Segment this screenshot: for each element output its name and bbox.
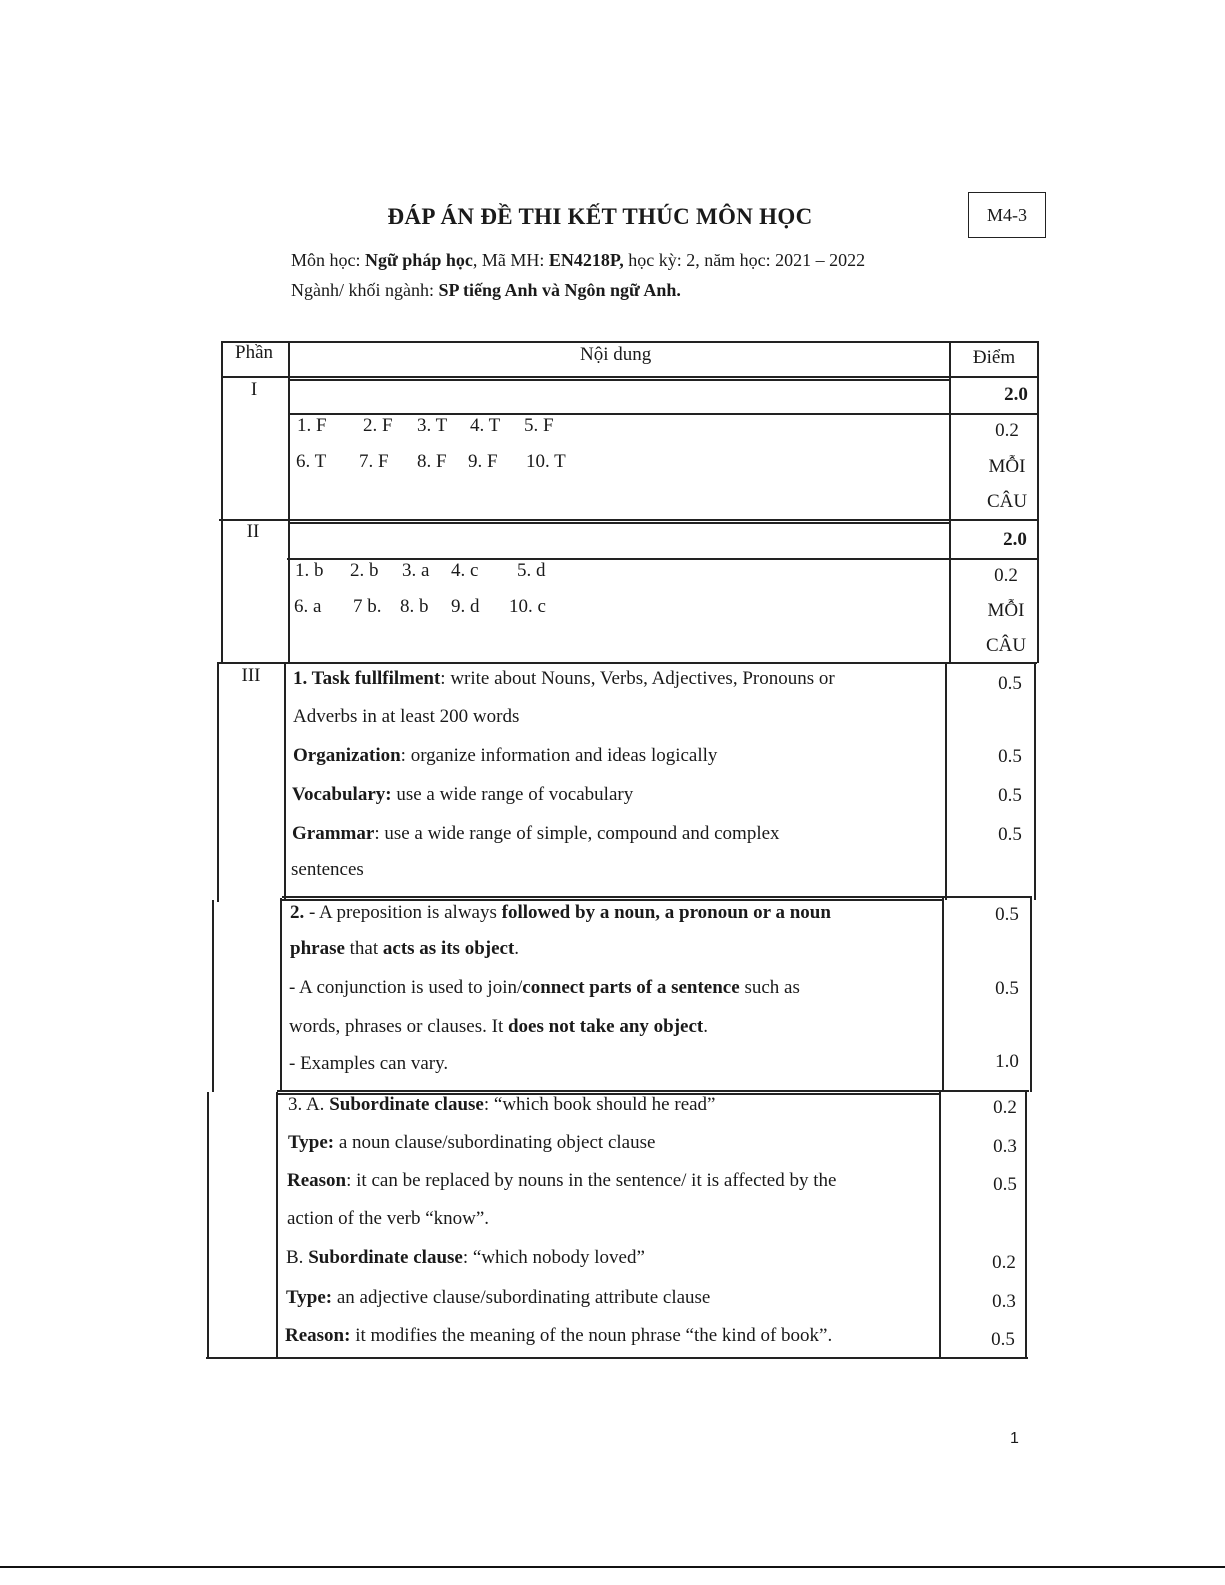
bold-span: acts as its object [382,938,515,959]
grammar-label: Grammar [292,823,375,844]
type-b-score: 0.3 [992,1291,1016,1312]
grammar-line-2: sentences [291,859,364,880]
course-code: EN4218P, [548,250,624,270]
task-label: 1. Task fullfilment [293,668,441,689]
clause-b-score: 0.2 [992,1252,1016,1273]
reason-b-line [285,1325,832,1347]
table-rule [217,662,1037,664]
answer-item: 9. F [468,451,498,472]
per-question-label: MỖI [988,456,1026,477]
grammar-text: : use a wide range of simple, compound and complex [374,823,780,844]
clause-b-line [286,1247,645,1269]
text-span: : “which nobody loved” [462,1247,645,1268]
text-span: it modifies the meaning of the noun phrase “the kind of book”. [350,1325,833,1346]
bold-span: Subordinate clause [329,1094,484,1115]
preposition-score: 0.5 [995,904,1019,925]
answer-item: 2. b [350,560,379,581]
organization-text: : organize information and ideas logically [400,745,718,766]
task-line-2: Adverbs in at least 200 words [293,706,520,727]
answer-item: 2. F [363,415,393,436]
bold-span: does not take any object [507,1016,704,1037]
answer-item: 1. b [295,560,324,581]
subject-label: Môn học: [291,250,365,270]
answer-row [296,451,566,473]
preposition-line [290,902,831,924]
table-rule [221,341,223,663]
task-text: : write about Nouns, Verbs, Adjectives, Pronouns or [440,668,835,689]
text-span: - A conjunction is used to join/ [289,977,523,998]
table-rule [942,898,944,1092]
text-span: B. [286,1247,309,1268]
text-span: . [514,938,520,959]
answer-item: 8. b [400,596,429,617]
header-score: Điểm [972,347,1016,368]
grammar-score: 0.5 [998,824,1022,845]
text-span: - A preposition is always [304,902,502,923]
scan-bottom-edge [0,1566,1225,1568]
question-number: 2. [290,902,305,923]
table-rule [282,899,942,901]
table-rule [282,896,1032,898]
text-span: : “which book should he read” [483,1094,716,1115]
text-span: words, phrases or clauses. It [289,1016,508,1037]
table-rule [945,662,947,900]
clause-a-line [288,1094,716,1116]
table-rule [280,898,282,1092]
part-label-2: II [246,521,260,542]
examples-line: - Examples can vary. [289,1053,449,1074]
answer-item: 6. a [294,596,322,617]
table-rule [1034,662,1036,900]
examples-score: 1.0 [995,1051,1019,1072]
text-span: such as [739,977,800,998]
clause-a-score: 0.2 [993,1097,1017,1118]
vocabulary-line [292,784,633,806]
organization-label: Organization [293,745,401,766]
bold-span: Type: [288,1132,335,1153]
term-info: học kỳ: 2, năm học: 2021 – 2022 [623,250,866,270]
answer-item: 3. a [402,560,430,581]
conjunction-line-2 [289,1016,708,1038]
bold-span: phrase [290,938,345,959]
table-rule [217,662,219,902]
answer-item: 6. T [296,451,327,472]
text-span: a noun clause/subordinating object clause [334,1132,656,1153]
bold-span: connect parts of a sentence [522,977,740,998]
type-b-line [286,1287,710,1309]
bold-span: followed by a noun, a pronoun or a noun [501,902,831,923]
reason-a-score: 0.5 [993,1174,1017,1195]
table-rule [1025,1092,1027,1358]
text-span: an adjective clause/subordinating attribute clause [332,1287,711,1308]
per-question-score: 0.2 [995,420,1019,441]
table-rule [949,341,951,663]
table-rule [277,1090,1029,1092]
answer-item: 7 b. [353,596,382,617]
organization-score: 0.5 [998,746,1022,767]
answer-item: 3. T [417,415,448,436]
answer-item: 1. F [297,415,327,436]
table-rule [939,1092,941,1358]
task-line [293,668,835,690]
conjunction-score: 0.5 [995,978,1019,999]
part-label-3: III [241,665,261,686]
subject-name: Ngữ pháp học [365,250,473,270]
conjunction-line [289,977,800,999]
header-content: Nội dung [580,344,652,365]
text-span: that [344,938,383,959]
table-rule [207,1092,209,1358]
per-question-score: 0.2 [994,565,1018,586]
table-rule [276,1092,278,1358]
vocabulary-score: 0.5 [998,785,1022,806]
type-a-score: 0.3 [993,1136,1017,1157]
type-a-line [288,1132,655,1154]
course-code-label: , Mã MH: [472,250,549,270]
answer-item: 10. T [526,451,566,472]
bold-span: Subordinate clause [308,1247,463,1268]
bold-span: Reason: [285,1325,351,1346]
grammar-line [292,823,780,845]
answer-item: 5. F [524,415,554,436]
answer-item: 4. c [451,560,479,581]
reason-a-line [287,1170,836,1192]
page-title: ĐÁP ÁN ĐỀ THI KẾT THÚC MÔN HỌC [387,204,813,229]
per-question-label: CÂU [986,491,1028,512]
major-label: Ngành/ khối ngành: [291,280,439,300]
table-rule [284,662,286,900]
answer-item: 7. F [359,451,389,472]
part-label-1: I [250,379,258,400]
form-code-box: M4-3 [968,192,1046,238]
major-name: SP tiếng Anh và Ngôn ngữ Anh. [438,280,681,300]
table-rule [212,900,214,1092]
per-question-label: CÂU [985,635,1027,656]
bold-span: Type: [286,1287,333,1308]
table-rule [288,341,290,663]
part-total-2: 2.0 [1003,529,1027,550]
answer-item: 8. F [417,451,447,472]
reason-b-score: 0.5 [991,1329,1015,1350]
answer-item: 10. c [509,596,546,617]
answer-item: 4. T [470,415,501,436]
answer-row [294,596,546,618]
vocabulary-label: Vocabulary: [292,784,392,805]
header-part: Phần [235,342,273,363]
vocabulary-text: use a wide range of vocabulary [391,784,634,805]
answer-item: 5. d [517,560,546,581]
table-rule [289,379,949,381]
text-span: . [703,1016,709,1037]
bold-span: Reason [287,1170,347,1191]
table-rule [206,1357,1028,1359]
table-rule [221,376,1039,378]
text-span: 3. A. [288,1094,330,1115]
text-span: : it can be replaced by nouns in the sentence/ it is affected by the [346,1170,837,1191]
table-rule [289,522,949,524]
task-score: 0.5 [998,673,1022,694]
answer-row [297,415,554,437]
table-rule [221,341,1039,343]
table-rule [219,519,1039,521]
preposition-line-2 [290,938,519,960]
part-total-1: 2.0 [1004,384,1028,405]
answer-item: 9. d [451,596,480,617]
reason-a-line-2: action of the verb “know”. [287,1208,490,1229]
per-question-label: MỖI [987,600,1025,621]
page-number: 1 [1010,1430,1019,1447]
organization-line [293,745,717,767]
answer-row [295,560,546,582]
